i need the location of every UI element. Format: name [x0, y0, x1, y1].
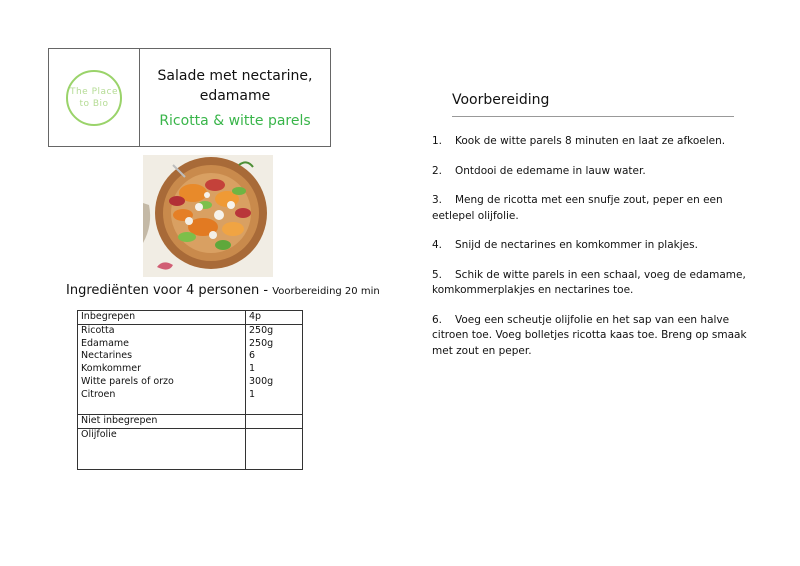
logo-text-to: to [79, 98, 90, 109]
ingredient-name: Ricotta [78, 324, 246, 337]
ingredient-amount: 6 [246, 350, 303, 363]
ingredient-name: Edamame [78, 338, 246, 351]
logo-text-bio: Bio [92, 98, 109, 109]
logo-cell [49, 49, 140, 146]
step-text: Kook de witte parels 8 minuten en laat ze afkoelen. [455, 135, 726, 147]
table-header-portions: 4p [246, 311, 303, 325]
preparation-steps [432, 134, 754, 373]
ingredients-heading [66, 283, 380, 298]
ingredient-amount: 1 [246, 389, 303, 402]
ingredient-name: Olijfolie [78, 429, 246, 470]
salad-illustration [143, 155, 273, 277]
ingredient-amount: 300g [246, 376, 303, 389]
table-row [78, 338, 303, 351]
step-text: Snijd de nectarines en komkommer in plakjes. [455, 239, 698, 251]
step-number: 1. [432, 135, 443, 147]
table-spacer-row [78, 402, 303, 415]
step-number: 2. [432, 164, 443, 177]
logo-text-line1: The Place [69, 86, 119, 97]
brand-logo [66, 70, 122, 126]
step-item [432, 193, 754, 224]
table-row [78, 376, 303, 389]
step-number: 6. [432, 313, 443, 326]
step-item [432, 238, 754, 254]
ingredient-amount: 250g [246, 338, 303, 351]
step-number: 3. [432, 194, 443, 206]
recipe-subtitle: Ricotta & witte parels [159, 112, 311, 129]
step-text: Schik de witte parels in een schaal, voeg de edamame, komkommerplakjes en nectarines toe. [432, 268, 746, 296]
step-item [432, 313, 754, 360]
ingredient-amount: 250g [246, 324, 303, 337]
step-item [432, 134, 754, 150]
step-number: 4. [432, 239, 443, 251]
salad-photo [143, 155, 273, 277]
heading-divider [452, 116, 734, 117]
step-text: Voeg een scheutje olijfolie en het sap van een halve citroen toe. Voeg bolletjes ricotta kaas toe. Breng op smaak met zout en peper. [432, 313, 747, 357]
ingredient-name: Komkommer [78, 363, 246, 376]
table-row [78, 389, 303, 402]
recipe-title-line2: edamame [199, 87, 271, 104]
table-row [78, 324, 303, 337]
table-row [78, 363, 303, 376]
step-text: Meng de ricotta met een snufje zout, peper en een eetlepel olijfolie. [432, 194, 723, 222]
step-text: Ontdooi de edemame in lauw water. [455, 164, 646, 177]
ingredient-name: Nectarines [78, 350, 246, 363]
preparation-heading: Voorbereiding [452, 92, 550, 108]
ingredient-name: Citroen [78, 389, 246, 402]
ingredients-table [77, 310, 303, 470]
ingredient-name: Witte parels of orzo [78, 376, 246, 389]
step-number: 5. [432, 268, 443, 281]
step-item [432, 164, 754, 180]
table-row [78, 429, 303, 470]
prep-time: Voorbereiding 20 min [272, 286, 380, 297]
title-cell [140, 49, 330, 146]
table-row [78, 350, 303, 363]
table-header-included: Inbegrepen [78, 311, 246, 325]
table-header-row [78, 311, 303, 325]
ingredient-amount: 1 [246, 363, 303, 376]
table-not-included-header-row [78, 415, 303, 429]
recipe-header [48, 48, 331, 147]
recipe-title-line1: Salade met nectarine, [157, 67, 313, 84]
step-item [432, 268, 754, 299]
table-header-not-included: Niet inbegrepen [78, 415, 246, 429]
ingredients-heading-text: Ingrediënten voor 4 personen - [66, 283, 269, 298]
